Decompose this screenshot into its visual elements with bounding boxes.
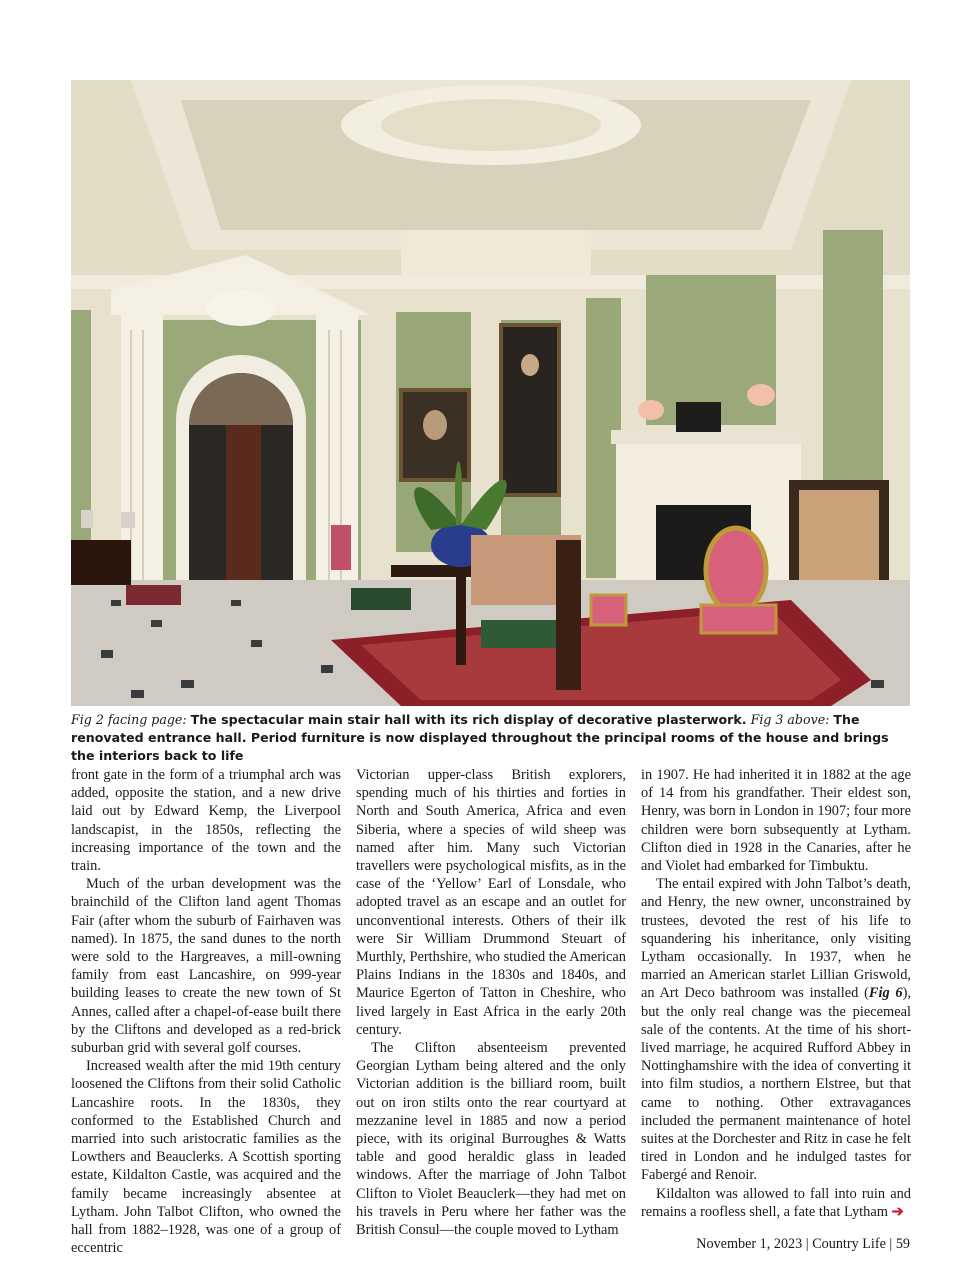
hero-photo (71, 80, 910, 706)
paragraph (641, 1185, 911, 1221)
paragraph: Increased wealth after the mid 19th century loosened the Cliftons from their solid Catholic Lancashire roots. In the 1830s, they conformed to the Established Church and married into such aristocratic families as the Lowthers and Beauclerks. A Scottish sporting estate, Kildalton Castle, was acquired and the family became increasingly absentee at Lytham. John Talbot Clifton, who owned the hall from 1882–1928, was one of a group of eccentric (71, 1058, 341, 1257)
mantel-clock (676, 402, 721, 432)
paragraph-text: The entail expired with John Talbot’s death, and Henry, the new owner, unconstrained by trustees, devoted the rest of his life to squandering his inheritance, only visiting Lytham occasionally. In 1937, when he married an American starlet Lillian Griswold, an Art Deco bathroom was installed ( (641, 876, 911, 1002)
footer-separator: | (889, 1236, 893, 1252)
pink-armchair (706, 528, 766, 612)
issue-date: November 1, 2023 (696, 1236, 803, 1252)
green-chair-left (351, 588, 411, 610)
fig3-label: Fig 3 above: (750, 712, 830, 727)
page-number: 59 (895, 1236, 910, 1252)
fig2-label: Fig 2 facing page: (71, 712, 187, 727)
paragraph: in 1907. He had inherited it in 1882 at the age of 14 from his grandfather. Their eldest son, Henry, was born in London in 1907; four more children were born subsequently at Lytham. Clifton died in 1928 in the Canaries, after he and Violet had embarked for Timbuktu. (641, 767, 911, 875)
fig3-text: The renovated entrance hall. Period furniture is now displayed throughout the principal rooms of the house and brings the interiors back to life (71, 712, 889, 763)
open-door (226, 425, 261, 600)
figure-caption (71, 711, 916, 765)
paragraph-text: Kildalton was allowed to fall into ruin and remains a roofless shell, a fate that Lytham (641, 1185, 911, 1220)
paragraph: front gate in the form of a triumphal arch was added, opposite the station, and a new drive laid out by Edward Kemp, the Liverpool landscapist, in the 1850s, reflecting the increasing importance of the town and the train. (71, 767, 341, 875)
entrance-hall-illustration (71, 80, 910, 706)
fig2-text: The spectacular main stair hall with its rich display of decorative plasterwork. (190, 712, 747, 727)
continue-arrow-icon: ➔ (891, 1203, 904, 1220)
paragraph (641, 875, 911, 1184)
body-column-3 (641, 766, 911, 1221)
footer-separator: | (805, 1236, 809, 1252)
paragraph: The Clifton absenteeism prevented Georgian Lytham being altered and the only Victorian addition is the billiard room, built out on iron stilts onto the rear courtyard at mezzanine level in 1885 and now a period piece, with its original Burroughes & Watts table and good heraldic glass in leaded windows. After the marriage of John Talbot Clifton to Violet Beauclerk—they had met on his travels in Peru where her father was the British Consul—the couple moved to Lytham (356, 1040, 626, 1239)
paragraph-text: ), but the only real change was the piecemeal sale of the contents. At the time of his short-lived marriage, he acquired Rufford Abbey in Nottinghamshire with the idea of converting it into film studios, a northern Elstree, but that came to nothing. Other extravagances included the permanent maintenance of hotel suites at the Dorchester and Ritz in case he felt tired in London and he indulged tastes for Fabergé and Renoir. (641, 985, 911, 1184)
magazine-name: Country Life (812, 1236, 886, 1252)
portrait-lady (501, 325, 559, 495)
paragraph: Much of the urban development was the brainchild of the Clifton land agent Thomas Fair (after whom the suburb of Fairhaven was named). In 1875, the sand dunes to the north were sold to the Hargreaves, a mill-owning family from east Lancashire, on 999-year building leases to create the new town of St Annes, called after a chapel-of-ease built there by the Cliftons and developed as a red-brick suburban grid with several golf courses. (71, 876, 341, 1057)
body-column-2 (356, 766, 626, 1239)
body-column-1 (71, 766, 341, 1257)
fig-6-reference: Fig 6 (868, 985, 903, 1002)
page-footer (600, 1236, 910, 1253)
piano (71, 540, 131, 585)
paragraph: Victorian upper-class British explorers, spending much of his thirties and forties in North and South America, Africa and even Siberia, where a species of wild sheep was named after him. Many such Victorian travellers were psychological misfits, as in the case of the ‘Yellow’ Earl of Lonsdale, who adopted travel as an escape and an outlet for unconventional interests. Others of their ilk were Sir William Drummond Steuart of Murthly, Perthshire, who studied the American Plains Indians in the 1830s and 1840s, and Maurice Egerton of Tatton in Cheshire, who lived largely in East Africa in the early 20th century. (356, 767, 626, 1038)
